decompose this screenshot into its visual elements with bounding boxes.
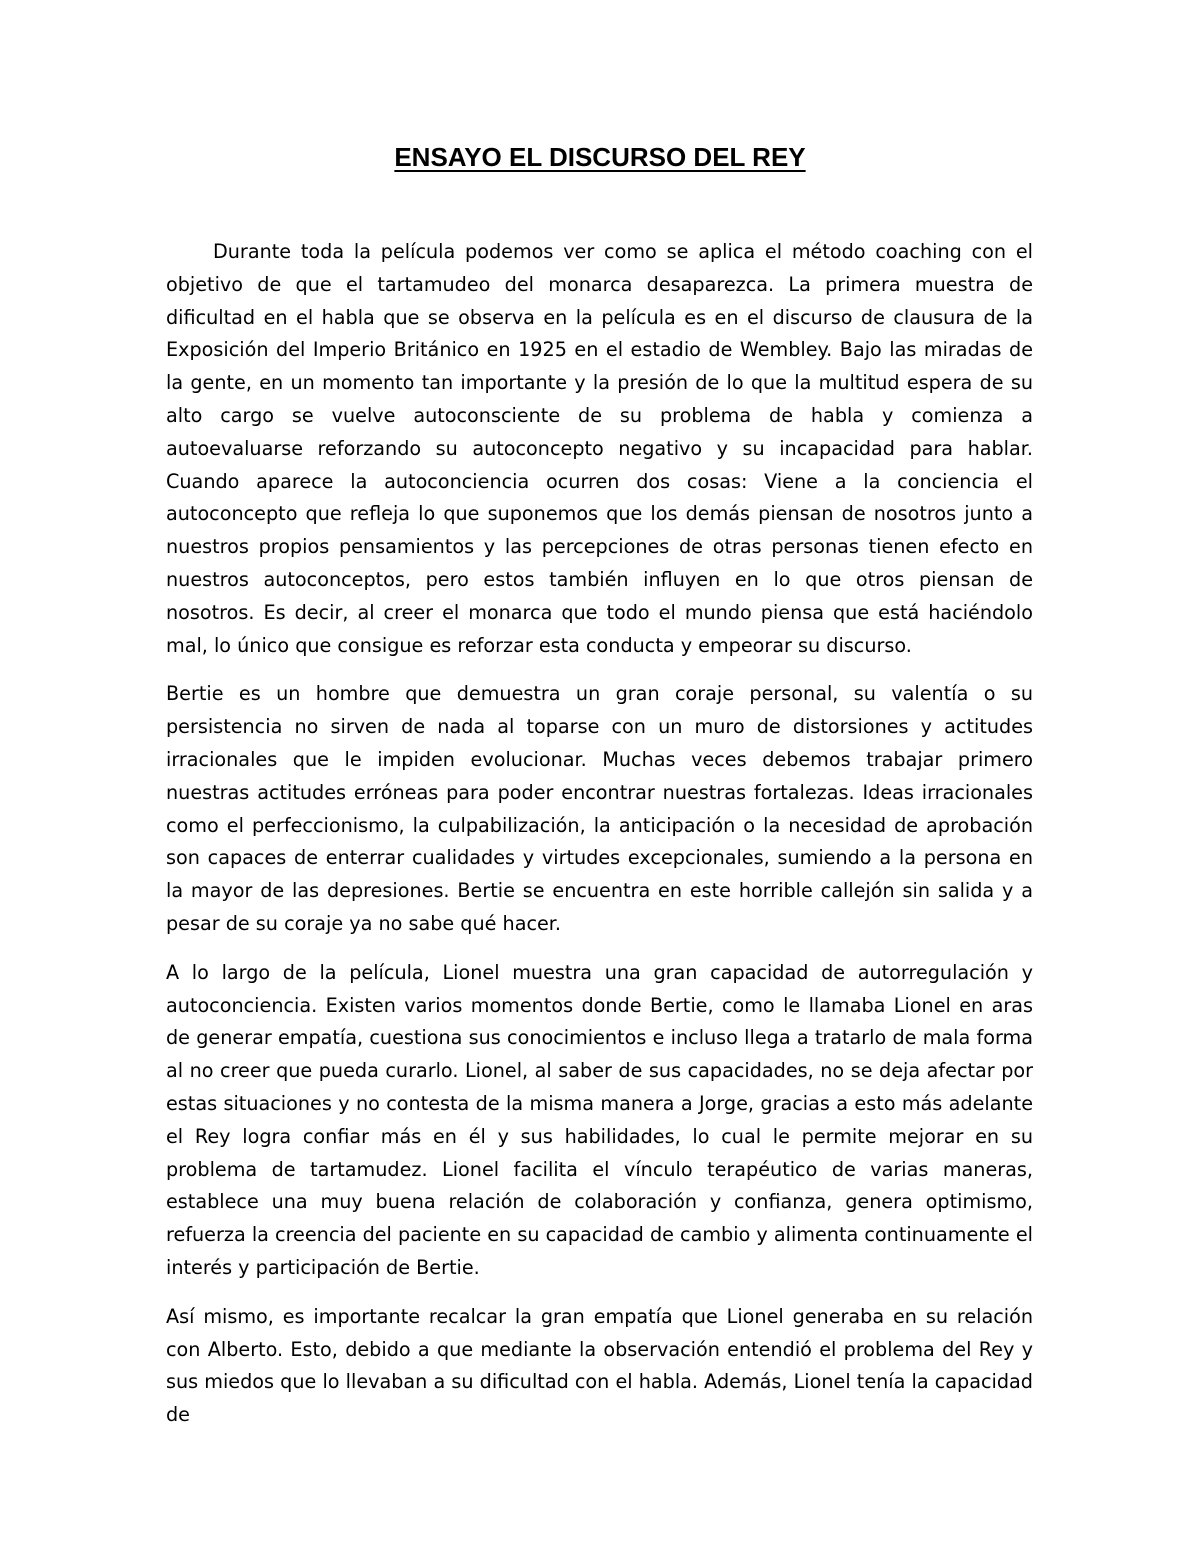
paragraph-1: Durante toda la película podemos ver como se aplica el método coaching con el objetivo de que el tartamudeo del monarca desaparezca. La primera muestra de dificultad en el habla que se observa en la película es en el discurso de clausura de la Exposición del Imperio Británico en 1925 en el estadio de Wembley. Bajo las miradas de la gente, en un momento tan importante y la presión de lo que la multitud espera de su alto cargo se vuelve autoconsciente de su problema de habla y comienza a autoevaluarse reforzando su autoconcepto negativo y su incapacidad para hablar. Cuando aparece la autoconciencia ocurren dos cosas: Viene a la conciencia el autoconcepto que refleja lo que suponemos que los demás piensan de nosotros junto a nuestros propios pensamientos y las percepciones de otras personas tienen efecto en nuestros autoconceptos, pero estos también influyen en lo que otros piensan de nosotros. Es decir, al creer el monarca que todo el mundo piensa que está haciéndolo mal, lo único que consigue es reforzar esta conducta y empeorar su discurso. bbox=[166, 240, 1033, 657]
document-title bbox=[0, 141, 1200, 173]
paragraph-3: A lo largo de la película, Lionel muestra una gran capacidad de autorregulación y autoconciencia. Existen varios momentos donde Bertie, como le llamaba Lionel en aras de generar empatía, cuestiona sus conocimientos e incluso llega a tratarlo de mala forma al no creer que pueda curarlo. Lionel, al saber de sus capacidades, no se deja afectar por estas situaciones y no contesta de la misma manera a Jorge, gracias a esto más adelante el Rey logra confiar más en él y sus habilidades, lo cual le permite mejorar en su problema de tartamudez. Lionel facilita el vínculo terapéutico de varias maneras, establece una muy buena relación de colaboración y confianza, genera optimismo, refuerza la creencia del paciente en su capacidad de cambio y alimenta continuamente el interés y participación de Bertie. bbox=[166, 960, 1033, 1279]
document-body bbox=[166, 236, 1033, 1448]
paragraph-2: Bertie es un hombre que demuestra un gran coraje personal, su valentía o su persistencia no sirven de nada al toparse con un muro de distorsiones y actitudes irracionales que le impiden evolucionar. Muchas veces debemos trabajar primero nuestras actitudes erróneas para poder encontrar nuestras fortalezas. Ideas irracionales como el perfeccionismo, la culpabilización, la anticipación o la necesidad de aprobación son capaces de enterrar cualidades y virtudes excepcionales, sumiendo a la persona en la mayor de las depresiones. Bertie se encuentra en este horrible callejón sin salida y a pesar de su coraje ya no sabe qué hacer. bbox=[166, 682, 1033, 935]
paragraph-4: Así mismo, es importante recalcar la gran empatía que Lionel generaba en su relación con Alberto. Esto, debido a que mediante la observación entendió el problema del Rey y sus miedos que lo llevaban a su dificultad con el habla. Además, Lionel tenía la capacidad de bbox=[166, 1304, 1033, 1427]
document-title-text: ENSAYO EL DISCURSO DEL REY bbox=[394, 142, 806, 172]
